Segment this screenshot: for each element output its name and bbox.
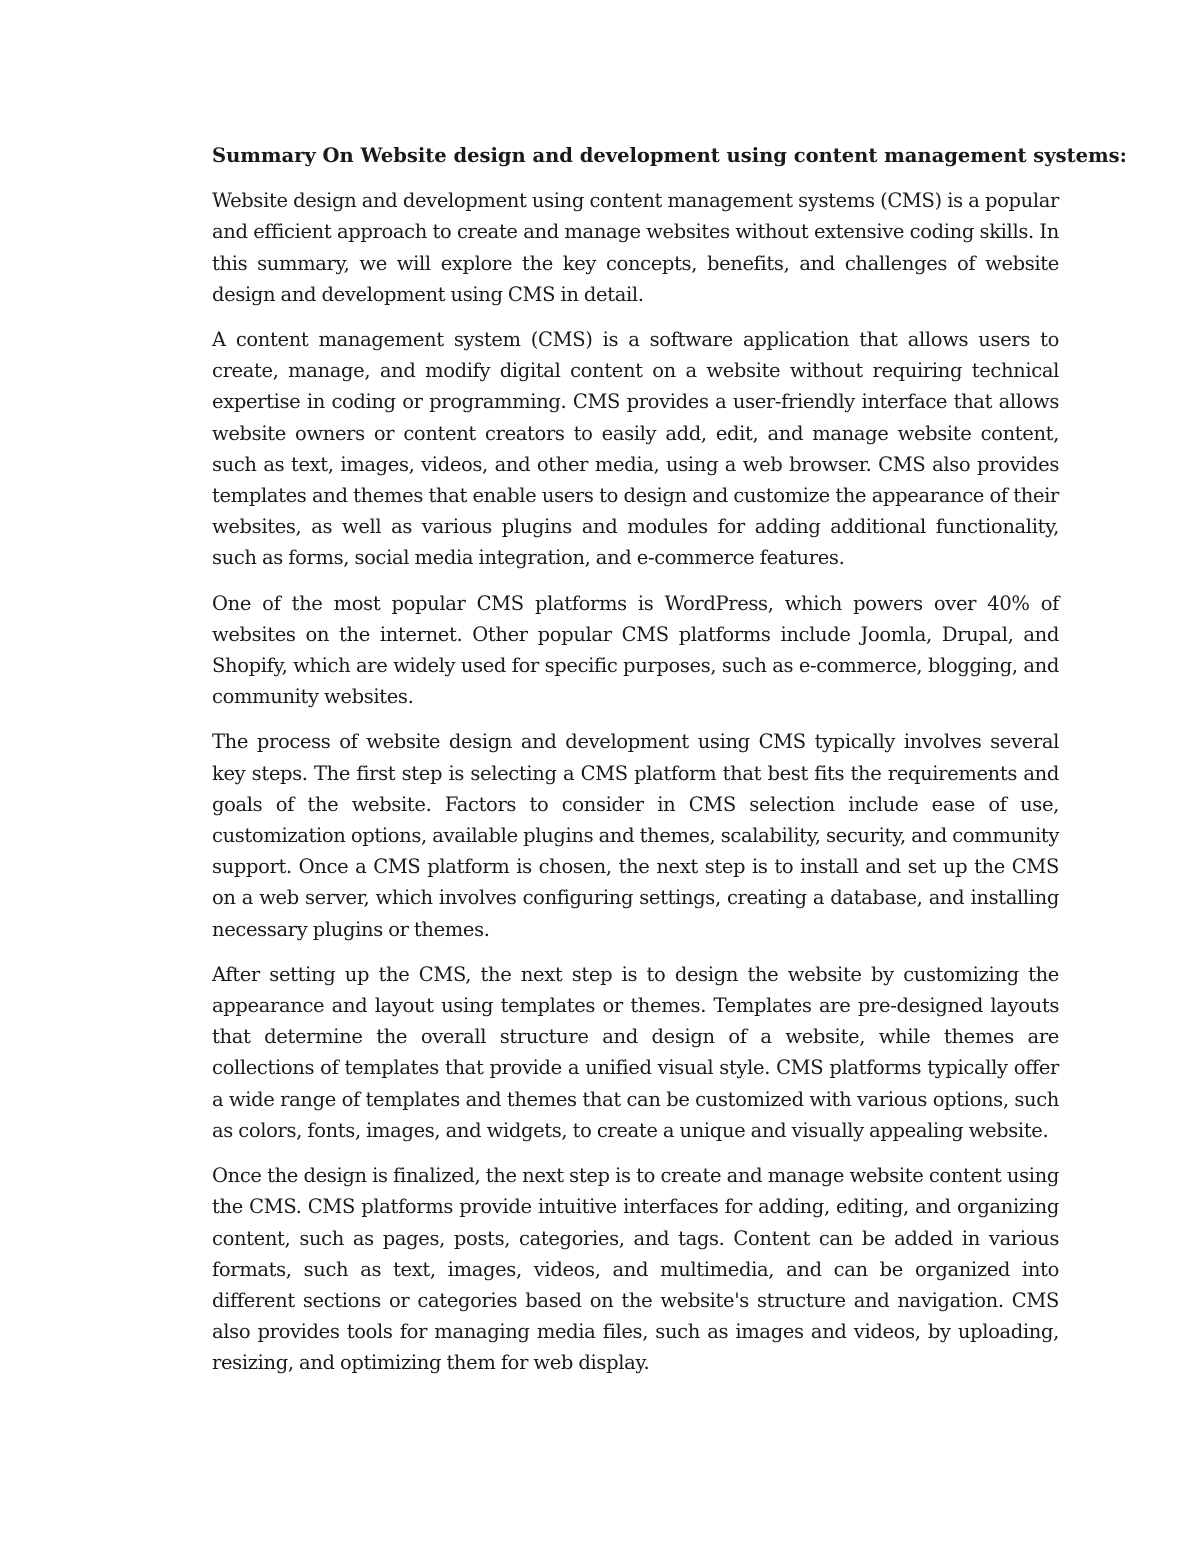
paragraph-intro: Website design and development using content management systems (CMS) is a popular and efficient approach to create and manage websites without extensive coding skills. In this summary, we will explore the key concepts, benefits, and challenges of website design and development using CMS in detail. xyxy=(212,189,1059,306)
paragraph-content-management: Once the design is finalized, the next step is to create and manage website content using the CMS. CMS platforms provide intuitive interfaces for adding, editing, and organizing content, such as pages, posts, categories, and tags. Content can be added in various formats, such as text, images, videos, and multimedia, and can be organized into different sections or categories based on the website's structure and navigation. CMS also provides tools for managing media files, such as images and videos, by uploading, resizing, and optimizing them for web display. xyxy=(212,1164,1059,1375)
paragraph-design-templates: After setting up the CMS, the next step is to design the website by customizing the appearance and layout using templates or themes. Templates are pre-designed layouts that determine the overall structure and design of a website, while themes are collections of templates that provide a unified visual style. CMS platforms typically offer a wide range of templates and themes that can be customized with various options, such as colors, fonts, images, and widgets, to create a unique and visually appealing website. xyxy=(212,962,1059,1142)
paragraph-cms-definition: A content management system (CMS) is a software application that allows users to create, manage, and modify digital content on a website without requiring technical expertise in coding or programming. CMS provides a user-friendly interface that allows website owners or content creators to easily add, edit, and manage website content, such as text, images, videos, and other media, using a web browser. CMS also provides templates and themes that enable users to design and customize the appearance of their websites, as well as various plugins and modules for adding additional functionality, such as forms, social media integration, and e-commerce features. xyxy=(212,328,1059,570)
document-body xyxy=(212,140,1127,1393)
paragraph-popular-platforms: One of the most popular CMS platforms is WordPress, which powers over 40% of websites on the internet. Other popular CMS platforms include Joomla, Drupal, and Shopify, which are widely used for specific purposes, such as e-commerce, blogging, and community websites. xyxy=(212,591,1059,709)
document-title: Summary On Website design and development using content management systems: xyxy=(212,144,1127,167)
paragraph-process-steps: The process of website design and development using CMS typically involves several key steps. The first step is selecting a CMS platform that best fits the requirements and goals of the website. Factors to consider in CMS selection include ease of use, customization options, available plugins and themes, scalability, security, and community support. Once a CMS platform is chosen, the next step is to install and set up the CMS on a web server, which involves configuring settings, creating a database, and installing necessary plugins or themes. xyxy=(212,730,1059,941)
